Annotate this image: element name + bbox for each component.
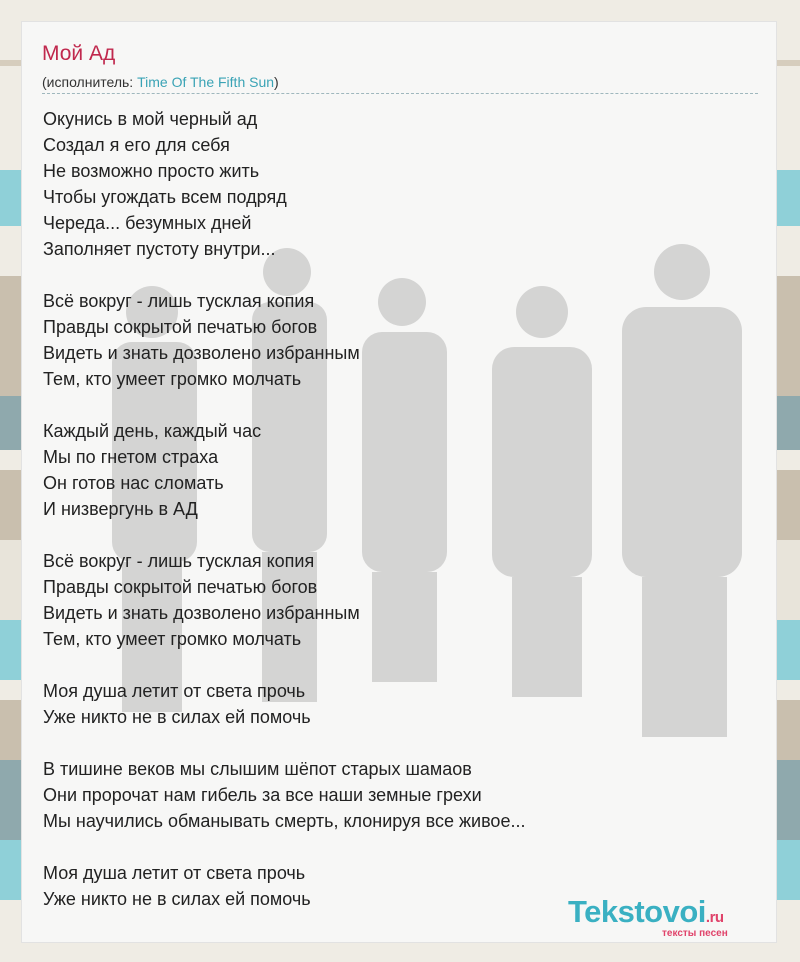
tekstovoi-logo[interactable] [568, 894, 776, 942]
logo-tagline: тексты песен [662, 928, 728, 939]
lyrics-line: Правды сокрытой печатью богов [43, 577, 318, 597]
lyrics-line: Они пророчат нам гибель за все наши земные грехи [43, 785, 482, 805]
lyrics-text [43, 106, 525, 938]
lyrics-stanza [43, 106, 525, 262]
lyrics-line: Всё вокруг - лишь тусклая копия [43, 551, 315, 571]
artist-prefix: (исполнитель: [42, 74, 138, 90]
artist-suffix: ) [274, 74, 279, 90]
logo-wordmark [568, 894, 724, 930]
lyrics-line: Мы по гнетом страха [43, 447, 219, 467]
lyrics-card [22, 22, 776, 942]
lyrics-line: Моя душа летит от света прочь [43, 863, 306, 883]
lyrics-line: Чтобы угождать всем подряд [43, 187, 287, 207]
lyrics-line: Тем, кто умеет громко молчать [43, 629, 302, 649]
artist-line [42, 74, 279, 90]
title-divider [42, 93, 758, 94]
logo-domain: .ru [705, 909, 724, 926]
lyrics-line: Не возможно просто жить [43, 161, 260, 181]
song-title: Мой Ад [42, 42, 116, 65]
lyrics-line: Окунись в мой черный ад [43, 109, 258, 129]
lyrics-line: Заполняет пустоту внутри... [43, 239, 276, 259]
lyrics-line: Он готов нас сломать [43, 473, 224, 493]
lyrics-stanza [43, 678, 525, 730]
lyrics-line: Уже никто не в силах ей помочь [43, 889, 311, 909]
lyrics-line: Тем, кто умеет громко молчать [43, 369, 302, 389]
lyrics-line: Всё вокруг - лишь тусклая копия [43, 291, 315, 311]
lyrics-line: Каждый день, каждый час [43, 421, 262, 441]
lyrics-stanza [43, 418, 525, 522]
lyrics-line: Мы научились обманывать смерть, клонируя все живое... [43, 811, 526, 831]
lyrics-line: Создал я его для себя [43, 135, 230, 155]
lyrics-line: Видеть и знать дозволено избранным [43, 603, 360, 623]
lyrics-line: Правды сокрытой печатью богов [43, 317, 318, 337]
artist-link[interactable]: Time Of The Fifth Sun [137, 74, 275, 90]
lyrics-stanza [43, 288, 525, 392]
lyrics-line: Видеть и знать дозволено избранным [43, 343, 360, 363]
lyrics-line: Уже никто не в силах ей помочь [43, 707, 311, 727]
lyrics-line: Моя душа летит от света прочь [43, 681, 306, 701]
logo-main-text: Tekstovoi [568, 894, 706, 929]
lyrics-stanza [43, 756, 525, 834]
lyrics-line: В тишине веков мы слышим шёпот старых шамаов [43, 759, 472, 779]
lyrics-stanza [43, 548, 525, 652]
lyrics-stanza [43, 860, 525, 912]
lyrics-line: Череда... безумных дней [43, 213, 252, 233]
lyrics-line: И низвергунь в АД [43, 499, 198, 519]
